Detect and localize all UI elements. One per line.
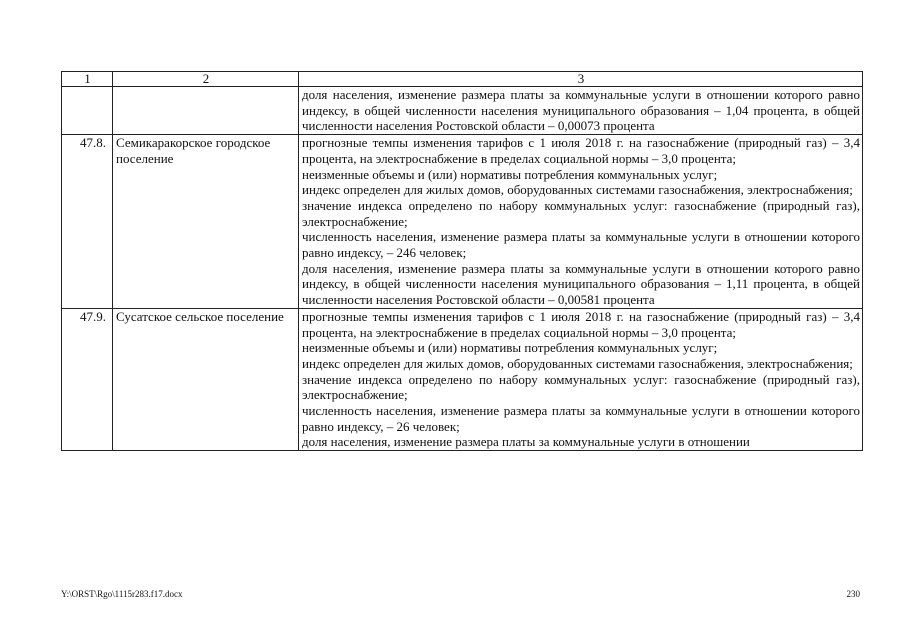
- header-cell-1: 1: [62, 72, 113, 87]
- row-number-cell: [62, 87, 113, 135]
- paragraph: значение индекса определено по набору коммунальных услуг: газоснабжение (природный газ), электроснабжение;: [302, 371, 860, 403]
- footer-file-path: Y:\ORST\Rgo\1115r283.f17.docx: [61, 589, 183, 599]
- paragraph: численность населения, изменение размера платы за коммунальные услуги в отношении которого равно индексу, – 246 человек;: [302, 229, 860, 261]
- paragraph: доля населения, изменение размера платы за коммунальные услуги в отношении: [302, 434, 750, 450]
- paragraph: неизменные объемы и (или) нормативы потребления коммунальных услуг;: [302, 166, 718, 182]
- paragraph: численность населения, изменение размера платы за коммунальные услуги в отношении которого равно индексу, – 26 человек;: [302, 403, 860, 434]
- table-header-row: [62, 72, 863, 87]
- table-row-47-8: [62, 135, 863, 309]
- paragraph: значение индекса определено по набору коммунальных услуг: газоснабжение (природный газ), электроснабжение;: [302, 197, 860, 229]
- paragraph: доля населения, изменение размера платы за коммунальные услуги в отношении которого равно индексу, в общей численности населения муниципального образования – 1,04 процента, в общей численности населения Ростовской области – 0,00073 процента: [302, 87, 860, 134]
- row-name-cell: Семикаракорское городское поселение: [113, 135, 299, 309]
- row-text-cell: [299, 308, 863, 450]
- table-row-continuation: [62, 87, 863, 135]
- row-number-cell: 47.9.: [62, 308, 113, 450]
- paragraph: неизменные объемы и (или) нормативы потребления коммунальных услуг;: [302, 340, 718, 356]
- row-number-cell: 47.8.: [62, 135, 113, 309]
- table-row-47-9: [62, 308, 863, 450]
- row-text-cell: [299, 87, 863, 135]
- page-number: 230: [846, 589, 860, 599]
- paragraph: индекс определен для жилых домов, оборудованных системами газоснабжения, электроснабжения;: [302, 355, 853, 371]
- paragraph: прогнозные темпы изменения тарифов с 1 июля 2018 г. на газоснабжение (природный газ) – 3,4 процента, на электроснабжение в пределах социальной нормы – 3,0 процента;: [302, 135, 860, 166]
- row-text-cell: [299, 135, 863, 309]
- header-cell-3: 3: [299, 72, 863, 87]
- paragraph: прогнозные темпы изменения тарифов с 1 июля 2018 г. на газоснабжение (природный газ) – 3,4 процента, на электроснабжение в пределах социальной нормы – 3,0 процента;: [302, 308, 860, 340]
- row-name-cell: [113, 87, 299, 135]
- paragraph: индекс определен для жилых домов, оборудованных системами газоснабжения, электроснабжения;: [302, 182, 853, 198]
- document-table: [61, 71, 863, 451]
- row-name-cell: Сусатское сельское поселение: [113, 308, 299, 450]
- header-cell-2: 2: [113, 72, 299, 87]
- paragraph: доля населения, изменение размера платы за коммунальные услуги в отношении которого равно индексу, в общей численности населения муниципального образования – 1,11 процента, в общей численности населения Ростовской области – 0,00581 процента: [302, 260, 860, 308]
